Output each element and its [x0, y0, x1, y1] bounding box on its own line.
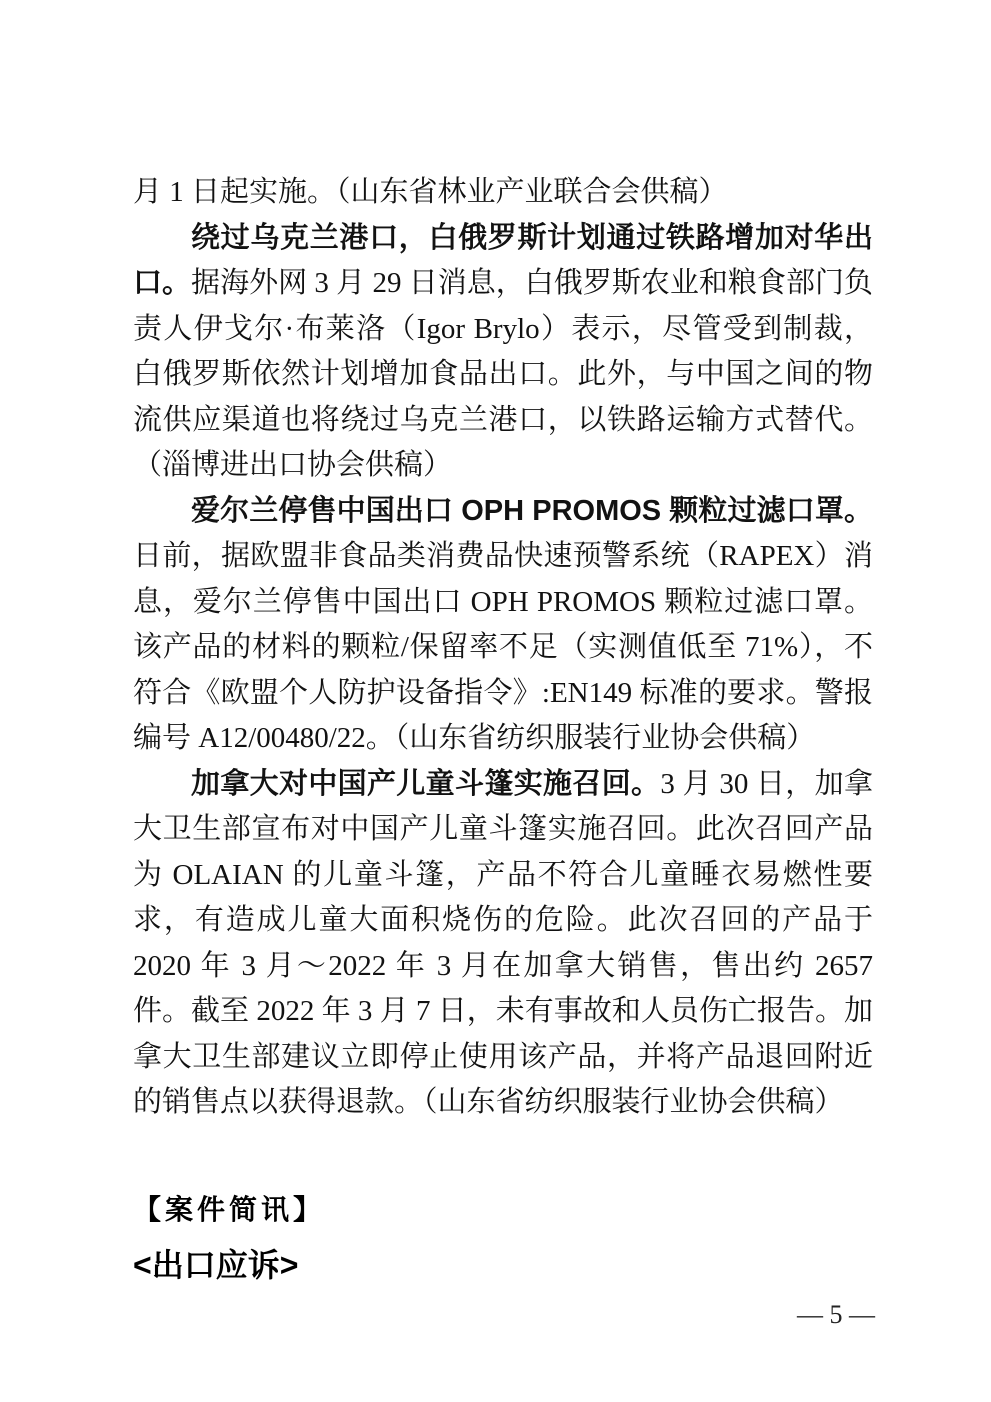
- section-header-case-briefs: 【案件简讯】: [133, 1194, 326, 1226]
- paragraph-text: 月 1 日起实施。（山东省林业产业联合会供稿）: [133, 176, 728, 208]
- page-number: — 5 —: [797, 1300, 875, 1329]
- paragraph-lead: 加拿大对中国产儿童斗篷实施召回。: [191, 767, 661, 800]
- paragraph-body: 3 月 30 日，加拿大卫生部宣布对中国产儿童斗篷实施召回。此次召回产品为 OLAIAN 的儿童斗篷，产品不符合儿童睡衣易燃性要求，有造成儿童大面积烧伤的危险。此次召回的产品于 2020 年 3 月～2022 年 3 月在加拿大销售，售出约 2657 件。截至 2022 年 3 月 7 日，未有事故和人员伤亡报告。加拿大卫生部建议立即停止使用该产品，并将产品退回附近的销售点以获得退款。（山东省纺织服装行业协会供稿）: [133, 767, 873, 1118]
- paragraph-belarus-exports: [133, 216, 873, 489]
- subsection-header-export-response: <出口应诉>: [133, 1246, 299, 1283]
- paragraph-body: 日前，据欧盟非食品类消费品快速预警系统（RAPEX）消息，爱尔兰停售中国出口 OPH PROMOS 颗粒过滤口罩。该产品的材料的颗粒/保留率不足（实测值低至 71%），不符合《欧盟个人防护设备指令》:EN149 标准的要求。警报编号 A12/00480/22。（山东省纺织服装行业协会供稿）: [133, 540, 873, 754]
- paragraph-lead: 绕过乌克兰港口，白俄罗斯计划通过铁路增加对华出口。: [133, 221, 873, 299]
- paragraph-body: 据海外网 3 月 29 日消息，白俄罗斯农业和粮食部门负责人伊戈尔·布莱洛（Igor Brylo）表示，尽管受到制裁，白俄罗斯依然计划增加食品出口。此外，与中国之间的物流供应渠道也将绕过乌克兰港口，以铁路运输方式替代。（淄博进出口协会供稿）: [133, 267, 873, 481]
- text-block: [133, 170, 873, 1288]
- paragraph-continuation: [133, 170, 873, 216]
- paragraph-ireland-masks: [133, 489, 873, 762]
- paragraph-lead: 爱尔兰停售中国出口 OPH PROMOS 颗粒过滤口罩。: [191, 494, 873, 527]
- paragraph-canada-recall: [133, 762, 873, 1126]
